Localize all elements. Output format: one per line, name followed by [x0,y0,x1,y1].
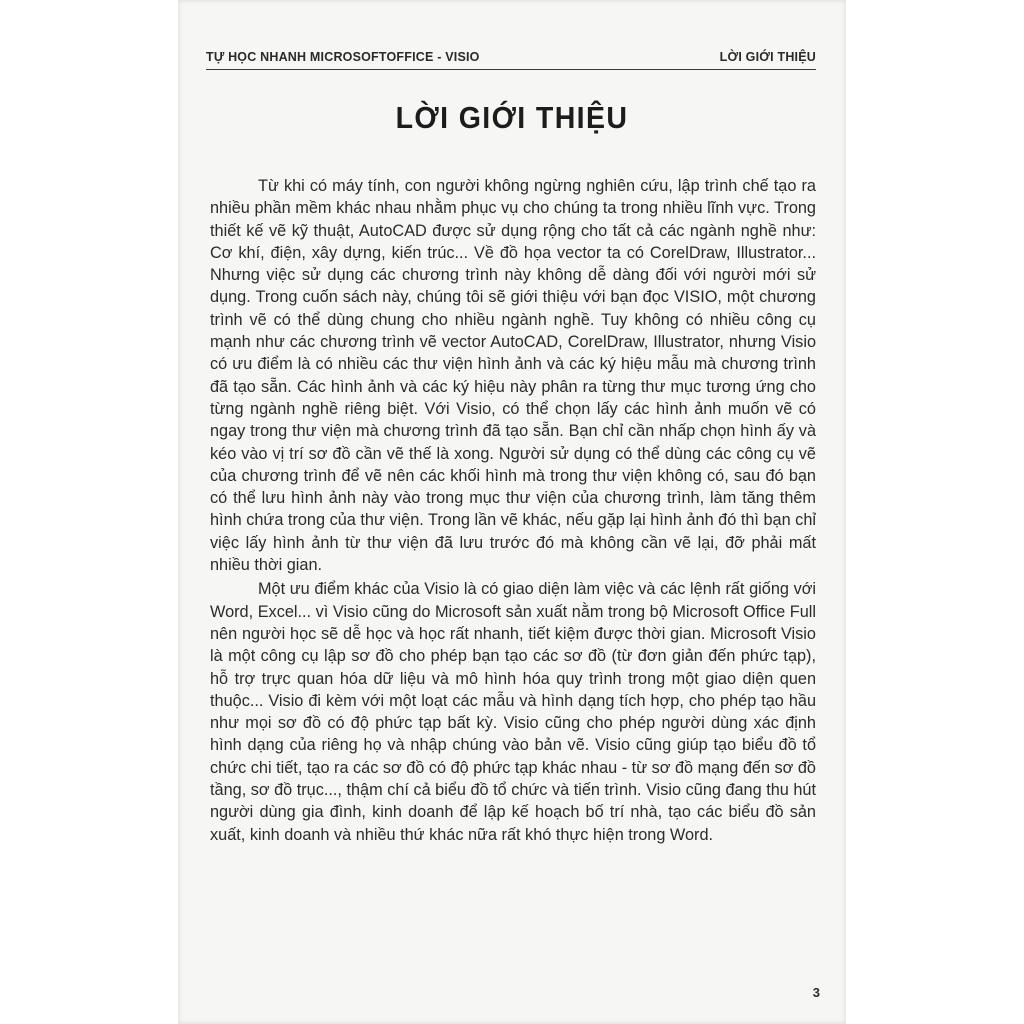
book-page [178,0,846,1024]
page-title: LỜI GIỚI THIỆU [395,100,629,135]
section-title: LỜI GIỚI THIỆU [719,50,816,64]
body-text [210,175,816,846]
paragraph-2: Một ưu điểm khác của Visio là có giao diện làm việc và các lệnh rất giống với Word, Excel... vì Visio cũng do Microsoft sản xuất nằm trong bộ Microsoft Office Full nên người học sẽ dễ học và học rất nhanh, tiết kiệm được thời gian. Microsoft Visio là một công cụ lập sơ đồ cho phép bạn tạo các sơ đồ (từ đơn giản đến phức tạp), hỗ trợ trực quan hóa dữ liệu và mô hình hóa quy trình trong một giao diện quen thuộc... Visio đi kèm với một loạt các mẫu và hình dạng tích hợp, cho phép tạo hầu như mọi sơ đồ có độ phức tạp bất kỳ. Visio cũng cho phép người dùng xác định hình dạng của riêng họ và nhập chúng vào bản vẽ. Visio cũng giúp tạo biểu đồ tổ chức chi tiết, tạo ra các sơ đồ có độ phức tạp khác nhau - từ sơ đồ mạng đến sơ đồ tầng, sơ đồ trục..., thậm chí cả biểu đồ tổ chức và tiến trình. Visio cũng đang thu hút người dùng gia đình, kinh doanh để lập kế hoạch bố trí nhà, tạo các biểu đồ sản xuất, kinh doanh và nhiều thứ khác nữa rất khó thực hiện trong Word. [210,580,816,844]
book-title: TỰ HỌC NHANH MICROSOFTOFFICE - VISIO [206,50,480,64]
page-number: 3 [812,985,820,1000]
paragraph-1: Từ khi có máy tính, con người không ngừng nghiên cứu, lập trình chế tạo ra nhiều phần mềm khác nhau nhằm phục vụ cho chúng ta trong nhiều lĩnh vực. Trong thiết kế vẽ kỹ thuật, AutoCAD được sử dụng rộng cho tất cả các ngành nghề như: Cơ khí, điện, xây dựng, kiến trúc... Về đồ họa vector ta có CorelDraw, Illustrator... Nhưng việc sử dụng các chương trình này không dễ dàng đối với người mới sử dụng. Trong cuốn sách này, chúng tôi sẽ giới thiệu với bạn đọc VISIO, một chương trình vẽ có thể dùng chung cho nhiều ngành nghề. Tuy không có nhiều công cụ mạnh như các chương trình vẽ vector AutoCAD, CorelDraw, Illustrator, nhưng Visio có ưu điểm là có nhiều các thư viện hình ảnh và các ký hiệu mẫu mà chương trình đã tạo sẵn. Các hình ảnh và các ký hiệu này phân ra từng thư mục tương ứng cho từng ngành nghề riêng biệt. Với Visio, có thể chọn lấy các hình ảnh muốn vẽ có ngay trong thư viện mà chương trình đã tạo sẵn. Bạn chỉ cần nhấp chọn hình ấy và kéo vào vị trí sơ đồ cần vẽ thế là xong. Người sử dụng có thể dùng các công cụ vẽ của chương trình để vẽ nên các khối hình mà trong thư viện không có, sau đó bạn có thể lưu hình ảnh này vào trong mục thư viện của chương trình, làm tăng thêm hình chứa trong của thư viện. Trong lần vẽ khác, nếu gặp lại hình ảnh đó thì bạn chỉ việc lấy hình ảnh từ thư viện đã lưu trước đó mà không cần vẽ lại, đỡ phải mất nhiều thời gian. [210,177,816,575]
header-divider [206,69,816,70]
